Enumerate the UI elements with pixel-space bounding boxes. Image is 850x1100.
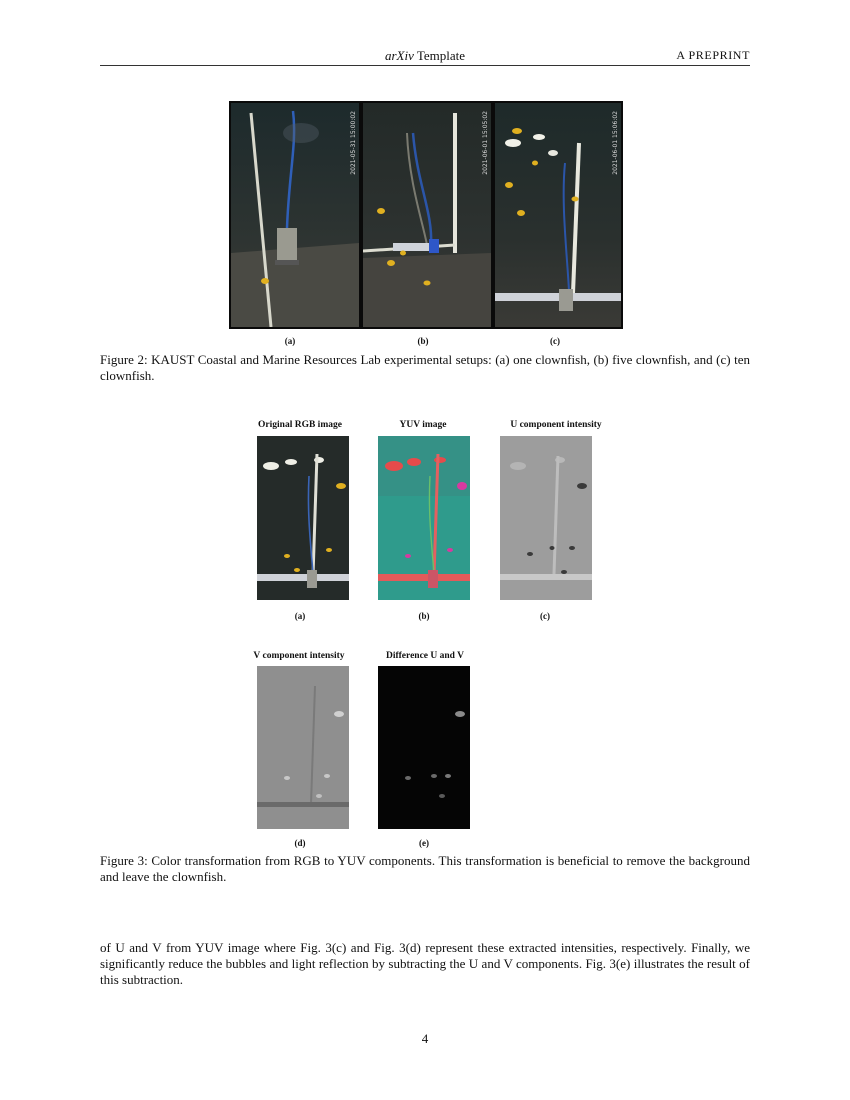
figure3e-image [378, 666, 470, 829]
figure3a-image [257, 436, 349, 600]
running-header-right: A PREPRINT [676, 48, 750, 62]
figure3c-image [500, 436, 592, 600]
figure3d-image [257, 666, 349, 829]
figure2c-photo [495, 103, 621, 327]
figure3e-title: Difference U and V [385, 651, 464, 661]
figure2a-timestamp: 2021-05-31 15:00:02 [350, 111, 357, 175]
figure3d-label: (d) [294, 838, 306, 848]
header-title-rest: Template [413, 48, 466, 63]
figure2-image-strip [229, 101, 623, 329]
figure2a-photo [231, 103, 359, 327]
figure3c-label: (c) [540, 611, 550, 621]
figure2b-timestamp: 2021-06-01 15:05:02 [482, 111, 489, 175]
figure2-caption: Figure 2: KAUST Coastal and Marine Resources Lab experimental setups: (a) one clownfish, (b) five clownfish, and (c) ten clownfish. [100, 352, 750, 383]
figure2-label-b: (b) [417, 336, 429, 346]
figure2-label-a: (a) [284, 336, 296, 346]
figure2-label-c: (c) [550, 336, 560, 346]
figure3c-title: U component intensity [510, 420, 602, 430]
figure3b-image [378, 436, 470, 600]
figure3a-title: Original RGB image [258, 420, 342, 430]
figure2b-photo [363, 103, 491, 327]
header-rule [100, 65, 750, 66]
figure3a-label: (a) [294, 611, 306, 621]
page-number: 4 [421, 1031, 429, 1046]
figure3b-label: (b) [418, 611, 430, 621]
figure3-caption: Figure 3: Color transformation from RGB to YUV components. This transformation is beneficial to remove the background and leave the clownfish. [100, 853, 750, 884]
figure3b-title: YUV image [399, 420, 447, 430]
figure3e-label: (e) [419, 838, 429, 848]
figure2c-timestamp: 2021-06-01 15:06:02 [612, 111, 619, 175]
body-paragraph: of U and V from YUV image where Fig. 3(c) and Fig. 3(d) represent these extracted intensities, respectively. Finally, we significantly reduce the bubbles and light reflection by subtracting the U and V components. Fig. 3(e) illustrates the result of this subtraction. [100, 940, 750, 987]
header-title-italic: arXiv [384, 48, 414, 63]
figure3d-title: V component intensity [253, 651, 345, 661]
